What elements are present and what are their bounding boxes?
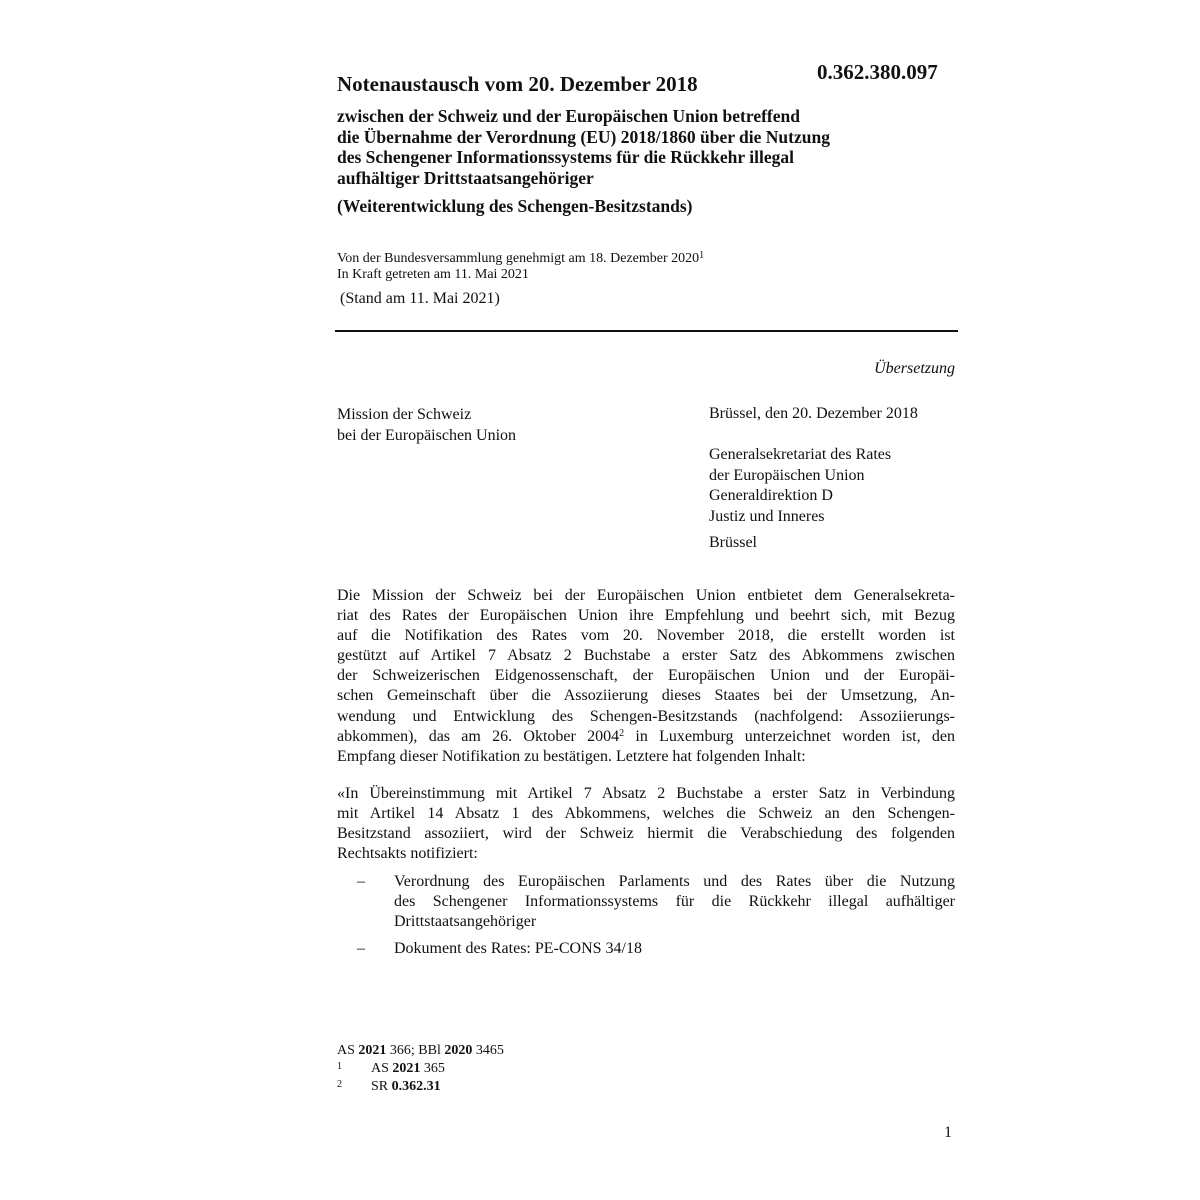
- stand-line: (Stand am 11. Mai 2021): [340, 290, 500, 307]
- header-divider: [335, 330, 958, 332]
- translation-label: Übersetzung: [874, 360, 955, 377]
- source-text: 3465: [472, 1043, 504, 1058]
- footnote-sr-number[interactable]: 0.362.31: [391, 1079, 441, 1094]
- approval-text: Von der Bundesversammlung genehmigt am 18. Dezember 2020: [337, 251, 700, 266]
- paragraph-line: riat des Rates der Europäischen Union ihre Empfehlung und beehrt sich, mit Bezug: [337, 607, 955, 625]
- footnote-text: SR: [371, 1079, 392, 1094]
- footnote-text: AS: [371, 1061, 393, 1076]
- paragraph-line: Besitzstand assoziiert, wird der Schweiz hiermit die Verabschiedung des folgenden: [337, 825, 955, 843]
- paragraph-text: abkommen), das am 26. Oktober 2004: [337, 727, 620, 745]
- list-item-line: Drittstaatsangehöriger: [394, 913, 537, 931]
- subtitle-line: zwischen der Schweiz und der Europäischen Union betreffend: [337, 106, 800, 126]
- subtitle-line: die Übernahme der Verordnung (EU) 2018/1860 über die Nutzung: [337, 126, 830, 147]
- sender-block: [337, 405, 516, 446]
- paragraph-line: schen Gemeinschaft über die Assoziierung dieses Staates bei der Umsetzung, An-: [337, 687, 955, 705]
- place-date: Brüssel, den 20. Dezember 2018: [709, 405, 918, 422]
- source-text: 366; BBl: [386, 1043, 445, 1058]
- paragraph-text: in Luxemburg unterzeichnet worden ist, den: [624, 727, 955, 745]
- list-item-line: Dokument des Rates: PE-CONS 34/18: [394, 940, 642, 958]
- footnote-1: [337, 1059, 504, 1077]
- approval-meta: [337, 251, 704, 283]
- footnote-2: [337, 1077, 504, 1095]
- body-paragraph-1: [337, 586, 955, 767]
- paragraph-line: Die Mission der Schweiz bei der Europäischen Union entbietet dem Generalsekreta-: [337, 587, 955, 604]
- source-year: 2021: [358, 1043, 387, 1058]
- paragraph-line: Rechtsakts notifiziert:: [337, 845, 478, 863]
- source-reference: [337, 1043, 504, 1059]
- paragraph-line: «In Übereinstimmung mit Artikel 7 Absatz 2 Buchstabe a erster Satz in Verbindung: [337, 785, 955, 802]
- list-dash: –: [357, 873, 365, 890]
- notified-acts-list: [337, 872, 955, 966]
- list-item-line: des Schengener Informationssystems für die Rückkehr illegal aufhältiger: [394, 893, 955, 911]
- footnote-year: 2021: [392, 1061, 421, 1076]
- footnote-text: 365: [420, 1061, 445, 1076]
- recipient-line: Generaldirektion D: [709, 487, 833, 504]
- paragraph-line: gestützt auf Artikel 7 Absatz 2 Buchstabe a erster Satz des Abkommens zwischen: [337, 647, 955, 665]
- sr-number: 0.362.380.097: [817, 60, 938, 84]
- paragraph-line: [337, 727, 955, 747]
- in-force-line: In Kraft getreten am 11. Mai 2021: [337, 267, 529, 282]
- source-text: AS: [337, 1043, 359, 1058]
- sender-line: bei der Europäischen Union: [337, 426, 517, 444]
- body-paragraph-2: [337, 784, 955, 864]
- list-dash: –: [357, 940, 365, 958]
- paragraph-line: wendung und Entwicklung des Schengen-Besitzstands (nachfolgend: Assoziierungs-: [337, 707, 955, 725]
- document-subtitle: [337, 106, 957, 188]
- recipient-line: Justiz und Inneres: [709, 507, 825, 525]
- footnote-number: 1: [337, 1061, 342, 1072]
- recipient-block: [709, 445, 891, 527]
- document-title: Notenaustausch vom 20. Dezember 2018: [337, 72, 698, 96]
- subtitle-line: des Schengener Informationssystems für die Rückkehr illegal: [337, 147, 794, 167]
- paragraph-line: Empfang dieser Notifikation zu bestätigen. Letztere hat folgenden Inhalt:: [337, 747, 806, 765]
- footnote-number: 2: [337, 1079, 342, 1090]
- sender-line: Mission der Schweiz: [337, 406, 472, 423]
- list-item: [337, 939, 955, 959]
- approval-line: [337, 251, 704, 267]
- footnotes: [337, 1043, 504, 1095]
- footnote-ref[interactable]: 2: [619, 727, 625, 739]
- page-number: 1: [944, 1124, 952, 1141]
- source-year: 2020: [444, 1043, 473, 1058]
- list-item: [337, 872, 955, 932]
- recipient-city: Brüssel: [709, 534, 757, 551]
- list-item-line: Verordnung des Europäischen Parlaments und des Rates über die Nutzung: [394, 873, 955, 890]
- document-subtitle-2: (Weiterentwicklung des Schengen-Besitzstands): [337, 196, 693, 216]
- recipient-line: der Europäischen Union: [709, 466, 865, 484]
- footnote-ref[interactable]: 1: [699, 250, 705, 261]
- paragraph-line: auf die Notifikation des Rates vom 20. November 2018, die erstellt worden ist: [337, 627, 955, 645]
- subtitle-line: aufhältiger Drittstaatsangehöriger: [337, 167, 594, 188]
- recipient-line: Generalsekretariat des Rates: [709, 446, 892, 463]
- paragraph-line: mit Artikel 14 Absatz 1 des Abkommens, welches die Schweiz an den Schengen-: [337, 805, 955, 823]
- paragraph-line: der Schweizerischen Eidgenossenschaft, der Europäischen Union und der Europäi-: [337, 667, 955, 685]
